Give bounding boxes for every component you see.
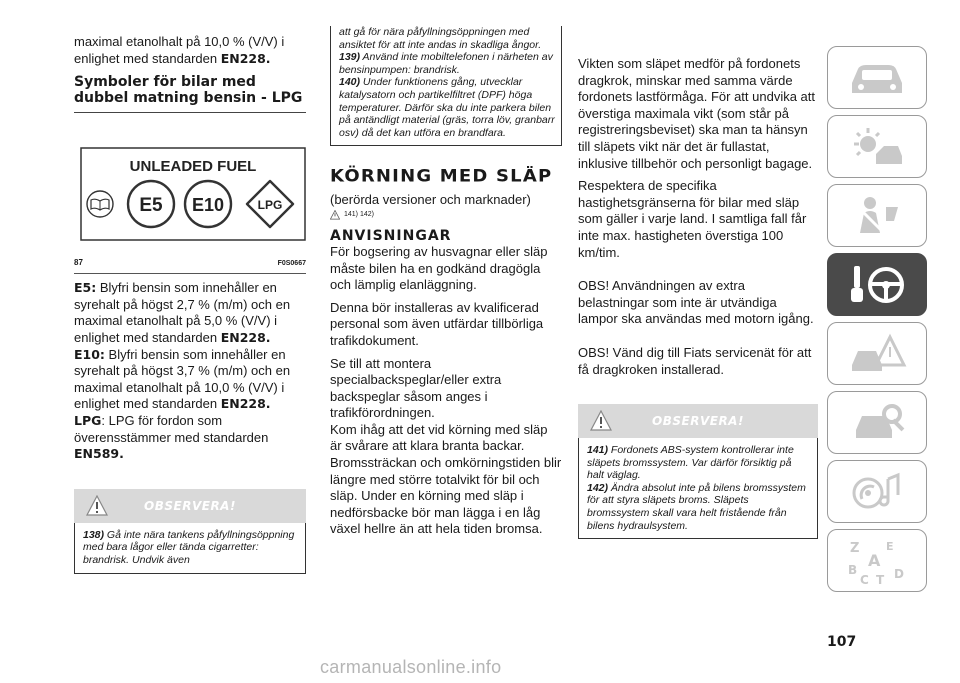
warning-box-1	[74, 489, 306, 574]
figure-divider	[74, 273, 306, 274]
warning-title: OBSERVERA!	[652, 414, 744, 429]
note-140: 140) Under funktionens gång, utvecklar katalysatorn och partikelfiltret (DPF) höga temperaturer. Därför ska du inte parkera bilen på antändligt material (gräs, torra löv, granbarr osv) då det kan utföra en brandfara.	[339, 76, 555, 139]
paragraph: Vikten som släpet medför på fordonets dragkrok, minskar med samma värde fordonets lastförmåga. För att undvika att överstiga maximala vikt (som står på registreringsbeviset) ska man ta hänsyn till släpets vikt när det är fullastat, inklusive tillbehör och personligt bagage.	[578, 56, 816, 171]
svg-text:T: T	[876, 573, 885, 584]
divider	[74, 112, 306, 113]
chapter-tab-index[interactable]	[827, 529, 927, 592]
fuel-label-illustration	[80, 147, 306, 241]
column-3	[578, 56, 818, 539]
paragraph: Se till att montera specialbackspeglar/eller extra backspeglar såsom anges i trafikförordningen.	[330, 355, 502, 421]
key-steering-wheel-icon	[846, 262, 908, 308]
page-number: 107	[827, 634, 857, 650]
warning-triangle-car-icon	[846, 331, 908, 377]
e5-description: E5: Blyfri bensin som innehåller en syrehalt på högst 2,7 % (m/m) och en maximal etanolhalt på 5,0 % (V/V) i enlighet med standarden EN228.	[74, 280, 291, 345]
svg-text:A: A	[868, 551, 881, 570]
instructions-heading: ANVISNINGAR	[330, 227, 452, 244]
car-info-icon	[846, 55, 908, 101]
small-warning-icon	[330, 210, 340, 220]
svg-text:C: C	[860, 573, 869, 584]
watermark: carmanualsonline.info	[320, 657, 502, 677]
book-icon	[87, 191, 113, 217]
chapter-tab-emergency[interactable]	[827, 322, 927, 385]
svg-text:E5: E5	[139, 195, 163, 217]
chapter-title: KÖRNING MED SLÄP	[330, 167, 553, 187]
alphabetical-index-icon	[846, 538, 908, 584]
chapter-tab-maintenance[interactable]	[827, 391, 927, 454]
intro-text: maximal etanolhalt på 10,0 % (V/V) i enlighet med standarden EN228.	[74, 34, 285, 66]
lpg-description: LPG: LPG för fordon som överensstämmer med standarden EN589.	[74, 412, 269, 462]
column-2	[330, 26, 562, 538]
warning-body	[578, 438, 818, 538]
note-138-continued: att gå för nära påfyllningsöppningen med ansiktet för att inte andas in skadliga ångor.	[339, 26, 542, 51]
chapter-sidebar	[827, 46, 927, 598]
paragraph: Denna bör installeras av kvalificerad personal som även utfärdar tillbörliga trafikdokument.	[330, 299, 544, 348]
svg-text:B: B	[848, 563, 858, 577]
note-138: 138) Gå inte nära tankens påfyllningsöppning med bara lågor eller tända cigarretter: brandrisk. Undvik även	[83, 528, 295, 566]
fuel-symbol-figure	[74, 117, 306, 268]
warning-title: OBSERVERA!	[144, 498, 236, 513]
chapter-tab-multimedia[interactable]	[827, 460, 927, 523]
warning-box-continued	[330, 26, 562, 146]
paragraph: Kom ihåg att det vid körning med släp är svårare att klara branta backar. Bromssträckan och omkörningstiden blir längre med större totalvikt för bil och släp. Under en körning med släp i nedförsbacke bör man lägga i en låg växel hellre än att hela tiden bromsa.	[330, 421, 562, 537]
section-heading: Symboler för bilar med dubbel matning bensin - LPG	[74, 74, 303, 107]
paragraph: För bogsering av husvagnar eller släp måste bilen ha en godkänd dragögla och lämplig elanläggning.	[330, 243, 548, 293]
unleaded-fuel-label: UNLEADED FUEL	[129, 158, 257, 176]
sun-dashboard-icon	[846, 124, 908, 170]
e10-description: E10: Blyfri bensin som innehåller en syrehalt på högst 3,7 % (m/m) och en maximal etanolhalt på 10,0 % (V/V) i enlighet med standarden EN228.	[74, 346, 291, 412]
maintenance-car-icon	[846, 400, 908, 446]
svg-text:D: D	[894, 567, 904, 581]
seatbelt-safety-icon	[846, 193, 908, 239]
note-139: 139) Använd inte mobiltelefonen i närheten av bensinpumpen: brandrisk.	[339, 51, 553, 76]
warning-references: 141) 142)	[330, 210, 562, 220]
chapter-tab-vehicle[interactable]	[827, 46, 927, 109]
chapter-subtitle: (berörda versioner och marknader)	[330, 192, 531, 208]
note-141: 141) Fordonets ABS-system kontrollerar inte släpets bromssystem. Var därför försiktig på halt väglag.	[587, 444, 794, 482]
chapter-tab-safety[interactable]	[827, 184, 927, 247]
svg-text:Z: Z	[850, 541, 860, 556]
svg-text:E10: E10	[191, 195, 225, 216]
e5-badge	[128, 181, 174, 227]
warning-header	[578, 404, 818, 438]
column-1	[74, 34, 306, 574]
e10-badge	[185, 181, 231, 227]
chapter-tab-starting-driving[interactable]	[827, 253, 927, 316]
standard-ref: EN228.	[220, 50, 271, 66]
multimedia-icon	[846, 469, 908, 515]
chapter-tab-dashboard[interactable]	[827, 115, 927, 178]
svg-text:LPG: LPG	[257, 198, 283, 213]
warning-box-2	[578, 404, 818, 539]
figure-code: F0S0667	[277, 260, 306, 268]
warning-header	[74, 489, 306, 523]
warning-body	[74, 523, 306, 573]
svg-text:E: E	[886, 540, 894, 553]
paragraph: OBS! Användningen av extra belastningar som inte är utvändiga lampor ska användas med motorn igång.	[578, 278, 814, 327]
paragraph: Respektera de specifika hastighetsgränserna för bilar med släp som gäller i varje land. I samtliga fall får inte max. hastigheten överstiga 100 km/tim.	[578, 178, 807, 260]
paragraph: OBS! Vänd dig till Fiats servicenät för att få dragkroken installerad.	[578, 344, 812, 377]
note-142: 142) Ändra absolut inte på bilens bromssystem för att styra släpets broms. Släpets bromssystem skall vara helt fristående från bilens hydraulsystem.	[587, 481, 806, 532]
figure-number: 87	[74, 258, 83, 268]
